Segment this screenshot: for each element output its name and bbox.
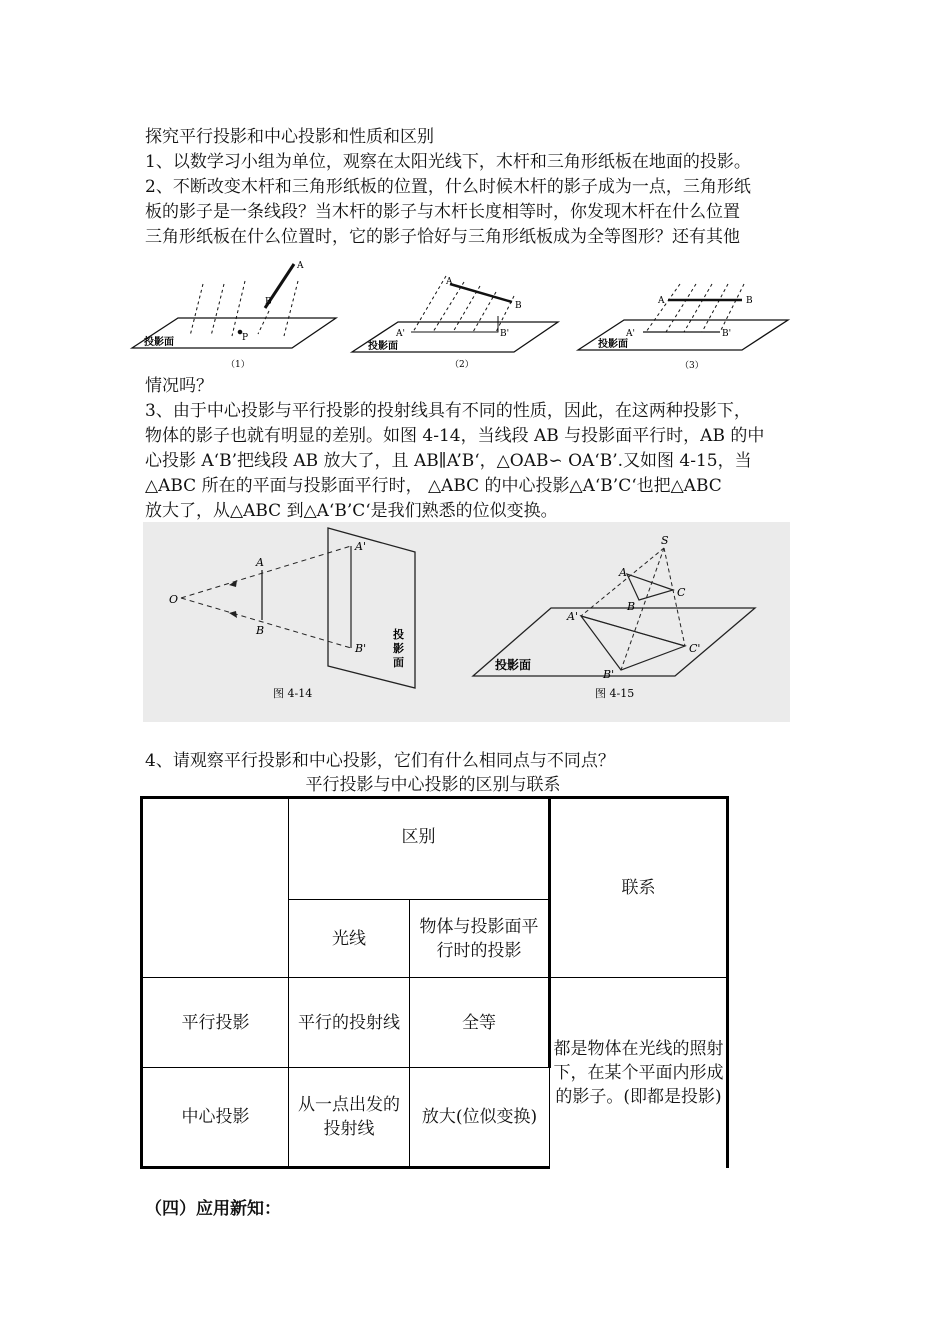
subheader-shadow: 物体与投影面平行时的投影 bbox=[410, 900, 550, 978]
paragraph-2-end: 情况吗？ bbox=[145, 376, 213, 396]
label-B-1: B bbox=[265, 297, 272, 307]
paragraph-1: 1、以数学习小组为单位，观察在太阳光线下，木杆和三角形纸板在地面的投影。 bbox=[145, 152, 751, 172]
label-B-3: B bbox=[746, 296, 753, 306]
plane-label-v3: 面 bbox=[393, 656, 404, 669]
plane-label-1: 投影面 bbox=[144, 337, 174, 348]
label-C-415: C bbox=[677, 586, 686, 599]
panel-1 bbox=[132, 264, 336, 348]
plane-label-v2: 影 bbox=[393, 642, 404, 655]
comparison-table bbox=[140, 796, 729, 1169]
parallel-projection-figure bbox=[128, 256, 812, 374]
caption-4-15: 图 4-15 bbox=[595, 687, 635, 700]
subheader-light: 光线 bbox=[289, 900, 410, 978]
row-name: 平行投影 bbox=[142, 978, 289, 1068]
label-A-prime-415: A' bbox=[567, 610, 578, 623]
caption-4-14: 图 4-14 bbox=[273, 687, 313, 700]
figure-4-14 bbox=[181, 528, 415, 688]
label-A-1: A bbox=[297, 261, 304, 271]
label-A-3: A bbox=[658, 296, 665, 306]
label-A-prime-3: A' bbox=[626, 329, 635, 339]
label-C-prime-415: C' bbox=[689, 642, 701, 655]
section-heading: （四）应用新知： bbox=[145, 1199, 281, 1219]
paragraph-4: 4、请观察平行投影和中心投影，它们有什么相同点与不同点？ bbox=[145, 751, 615, 771]
link-cell: 都是物体在光线的照射下，在某个平面内形成的影子。(即都是投影) bbox=[550, 978, 728, 1168]
row-light: 从一点出发的投射线 bbox=[289, 1068, 410, 1168]
paragraph-2-line-2: 板的影子是一条线段？当木杆的影子与木杆长度相等时，你发现木杆在什么位置 bbox=[145, 202, 740, 222]
label-A-prime-2: A' bbox=[396, 329, 405, 339]
plane-label-2: 投影面 bbox=[368, 341, 398, 352]
plane-label-v1: 投 bbox=[393, 628, 404, 641]
label-B-414: B bbox=[256, 624, 265, 637]
label-S: S bbox=[661, 534, 669, 547]
label-O: O bbox=[169, 593, 179, 606]
table-row bbox=[142, 978, 728, 1068]
label-B-2: B bbox=[515, 301, 522, 311]
label-A-2: A bbox=[446, 277, 453, 287]
central-projection-figure bbox=[143, 522, 790, 722]
row-shadow: 放大(位似变换) bbox=[410, 1068, 550, 1168]
label-B-415: B bbox=[627, 600, 636, 613]
header-difference: 区别 bbox=[289, 798, 550, 900]
heading: 探究平行投影和中心投影和性质和区别 bbox=[145, 127, 434, 147]
label-P: P bbox=[242, 333, 249, 343]
table-caption: 平行投影与中心投影的区别与联系 bbox=[305, 775, 561, 795]
plane-label-3: 投影面 bbox=[598, 339, 628, 350]
paragraph-3-line-2: 物体的影子也就有明显的差别。如图 4-14，当线段 AB 与投影面平行时，AB 的中 bbox=[145, 426, 765, 446]
label-B-prime-2: B' bbox=[500, 329, 510, 339]
paragraph-3-line-4: △ABC 所在的平面与投影面平行时， △ABC 的中心投影△A‘B’C‘也把△ABC bbox=[145, 476, 722, 496]
plane-label-415: 投影面 bbox=[495, 658, 532, 672]
label-A-prime-414: A' bbox=[355, 540, 366, 553]
panel-label-3: （3） bbox=[680, 361, 704, 371]
paragraph-3-line-3: 心投影 A‘B’把线段 AB 放大了，且 AB∥A’B‘，△OAB∽ OA‘B’.又如图 4-15，当 bbox=[145, 451, 752, 471]
figure-4-15 bbox=[473, 548, 755, 676]
label-A-415: A bbox=[619, 566, 627, 579]
empty-corner-cell bbox=[142, 798, 289, 978]
panel-label-2: （2） bbox=[450, 360, 474, 370]
paragraph-2-line-1: 2、不断改变木杆和三角形纸板的位置，什么时候木杆的影子成为一点，三角形纸 bbox=[145, 177, 751, 197]
label-B-prime-3: B' bbox=[722, 329, 732, 339]
label-B-prime-415: B' bbox=[603, 668, 615, 681]
label-B-prime-414: B' bbox=[355, 642, 367, 655]
row-name: 中心投影 bbox=[142, 1068, 289, 1168]
row-light: 平行的投射线 bbox=[289, 978, 410, 1068]
paragraph-3-line-5: 放大了，从△ABC 到△A‘B’C‘是我们熟悉的位似变换。 bbox=[145, 501, 558, 521]
paragraph-3-line-1: 3、由于中心投影与平行投影的投射线具有不同的性质，因此，在这两种投影下， bbox=[145, 401, 751, 421]
label-A-414: A bbox=[256, 556, 264, 569]
paragraph-2-line-3: 三角形纸板在什么位置时，它的影子恰好与三角形纸板成为全等图形？还有其他 bbox=[145, 227, 740, 247]
row-shadow: 全等 bbox=[410, 978, 550, 1068]
panel-label-1: （1） bbox=[226, 360, 250, 370]
header-link: 联系 bbox=[550, 798, 728, 978]
